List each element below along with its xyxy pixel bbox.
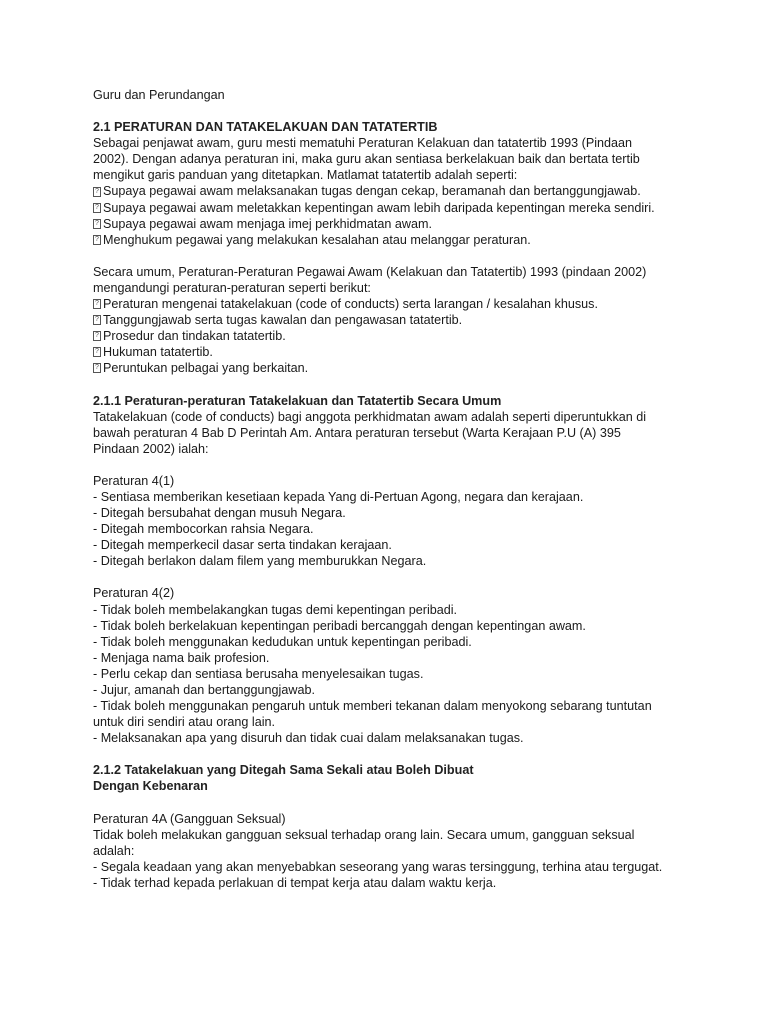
section-heading-2-1: 2.1 PERATURAN DAN TATAKELAKUAN DAN TATATERTIB — [93, 120, 438, 135]
list-line: - Jujur, amanah dan bertanggungjawab. — [93, 683, 315, 697]
document-title: Guru dan Perundangan — [93, 88, 225, 102]
list-item — [93, 183, 693, 199]
spacer — [93, 103, 693, 119]
spacer — [93, 457, 693, 473]
spacer — [93, 377, 693, 393]
list-item — [93, 200, 693, 216]
list-item-text: Peraturan mengenai tatakelakuan (code of conducts) serta larangan / kesalahan khusus. — [103, 297, 598, 312]
paragraph-line: mengandungi peraturan-peraturan seperti berikut: — [93, 280, 371, 295]
list-line: - Ditegah bersubahat dengan musuh Negara. — [93, 506, 346, 521]
list-line: - Tidak boleh membelakangkan tugas demi kepentingan peribadi. — [93, 602, 458, 617]
missing-glyph-icon: ? — [93, 219, 101, 229]
list-item-text: Peruntukan pelbagai yang berkaitan. — [103, 361, 309, 376]
list-item — [93, 312, 693, 328]
list-line: - Perlu cekap dan sentiasa berusaha menyelesaikan tugas. — [93, 666, 424, 681]
spacer — [93, 795, 693, 811]
list-line: - Ditegah membocorkan rahsia Negara. — [93, 522, 314, 537]
missing-glyph-icon: ? — [93, 235, 101, 245]
list-line: - Tidak boleh menggunakan kedudukan untuk kepentingan peribadi. — [93, 634, 472, 649]
list-item — [93, 360, 693, 376]
list-line: - Ditegah berlakon dalam filem yang memburukkan Negara. — [93, 554, 427, 569]
list-item-text: Menghukum pegawai yang melakukan kesalahan atau melanggar peraturan. — [103, 232, 531, 247]
missing-glyph-icon: ? — [93, 315, 101, 325]
list-line: - Melaksanakan apa yang disuruh dan tidak cuai dalam melaksanakan tugas. — [93, 731, 524, 746]
paragraph-line: Secara umum, Peraturan-Peraturan Pegawai Awam (Kelakuan dan Tatatertib) 1993 (pindaan 2002) — [93, 264, 647, 279]
spacer — [93, 248, 693, 264]
list-item-text: Supaya pegawai awam menjaga imej perkhidmatan awam. — [103, 216, 433, 231]
paragraph-line: 2002). Dengan adanya peraturan ini, maka guru akan sentiasa berkelakuan baik dan bertata tertib — [93, 152, 640, 167]
list-line: - Sentiasa memberikan kesetiaan kepada Yang di-Pertuan Agong, negara dan kerajaan. — [93, 489, 584, 504]
paragraph-line: Pindaan 2002) ialah: — [93, 441, 209, 456]
section-heading-2-1-2-cont: Dengan Kebenaran — [93, 779, 208, 794]
spacer — [93, 746, 693, 762]
paragraph-line: bawah peraturan 4 Bab D Perintah Am. Antara peraturan tersebut (Warta Kerajaan P.U (A) 395 — [93, 425, 621, 440]
missing-glyph-icon: ? — [93, 331, 101, 341]
paragraph-line: mengikut garis panduan yang ditetapkan. Matlamat tatatertib adalah seperti: — [93, 168, 518, 183]
missing-glyph-icon: ? — [93, 187, 101, 197]
paragraph-line: Sebagai penjawat awam, guru mesti mematuhi Peraturan Kelakuan dan tatatertib 1993 (Pindaan — [93, 136, 633, 151]
document-body — [93, 87, 693, 891]
list-item-text: Prosedur dan tindakan tatatertib. — [103, 329, 286, 344]
regulation-title-4-2: Peraturan 4(2) — [93, 586, 175, 601]
missing-glyph-icon: ? — [93, 347, 101, 357]
spacer — [93, 569, 693, 585]
section-heading-2-1-2: 2.1.2 Tatakelakuan yang Ditegah Sama Sekali atau Boleh Dibuat — [93, 763, 474, 778]
paragraph-line: adalah: — [93, 843, 135, 858]
regulation-title-4-1: Peraturan 4(1) — [93, 473, 175, 488]
list-item — [93, 328, 693, 344]
list-line: untuk diri sendiri atau orang lain. — [93, 715, 276, 730]
list-item-text: Supaya pegawai awam meletakkan kepentingan awam lebih daripada kepentingan mereka sendiri. — [103, 200, 655, 215]
list-line: - Segala keadaan yang akan menyebabkan seseorang yang waras tersinggung, terhina atau tergugat. — [93, 859, 663, 874]
list-line: - Tidak boleh menggunakan pengaruh untuk memberi tekanan dalam menyokong sebarang tuntutan — [93, 699, 652, 714]
list-item — [93, 296, 693, 312]
paragraph-line: Tatakelakuan (code of conducts) bagi anggota perkhidmatan awam adalah seperti diperuntukkan di — [93, 409, 647, 424]
list-item-text: Hukuman tatatertib. — [103, 345, 213, 360]
paragraph-line: Tidak boleh melakukan gangguan seksual terhadap orang lain. Secara umum, gangguan seksual — [93, 827, 635, 842]
list-line: - Tidak terhad kepada perlakuan di tempat kerja atau dalam waktu kerja. — [93, 875, 497, 890]
list-item-text: Tanggungjawab serta tugas kawalan dan pengawasan tatatertib. — [103, 313, 463, 328]
list-line: - Tidak boleh berkelakuan kepentingan peribadi bercanggah dengan kepentingan awam. — [93, 618, 586, 633]
list-item-text: Supaya pegawai awam melaksanakan tugas dengan cekap, beramanah dan bertanggungjawab. — [103, 184, 641, 199]
list-item — [93, 232, 693, 248]
list-item — [93, 344, 693, 360]
list-item — [93, 216, 693, 232]
missing-glyph-icon: ? — [93, 363, 101, 373]
section-heading-2-1-1: 2.1.1 Peraturan-peraturan Tatakelakuan dan Tatatertib Secara Umum — [93, 393, 502, 408]
missing-glyph-icon: ? — [93, 299, 101, 309]
regulation-title-4a: Peraturan 4A (Gangguan Seksual) — [93, 811, 286, 826]
missing-glyph-icon: ? — [93, 203, 101, 213]
list-line: - Ditegah memperkecil dasar serta tindakan kerajaan. — [93, 538, 392, 553]
list-line: - Menjaga nama baik profesion. — [93, 650, 270, 665]
